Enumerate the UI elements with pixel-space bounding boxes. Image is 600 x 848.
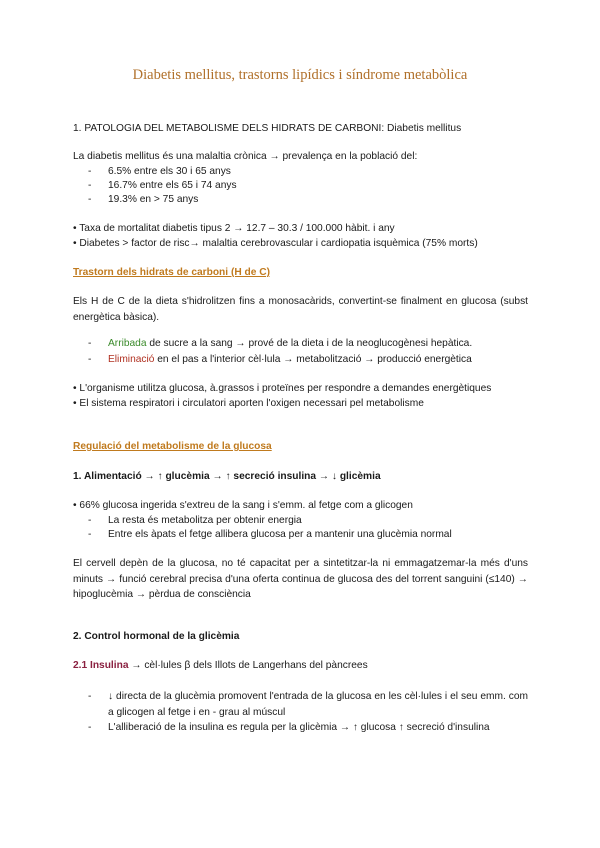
mortality-bullet: • Taxa de mortalitat diabetis tipus 2 → 12.7 – 30.3 / 100.000 hàbit. i any (73, 223, 395, 234)
arribada-label: Arribada (108, 338, 147, 349)
regulacio-subitem: - La resta és metabolitza per obtenir energia (88, 515, 302, 526)
cervell-paragraph: El cervell depèn de la glucosa, no té capacitat per a sintetitzar-la ni emmagatzemar-la més d'uns minuts → funció cerebral precisa d'una oferta continua de glucosa des del torrent sanguini (≤140) → hipoglucèmia → pèrdua de consciència (73, 558, 528, 600)
regulacio-heading: Regulació del metabolisme de la glucosa (73, 441, 272, 452)
trastorn-heading: Trastorn dels hidrats de carboni (H de C) (73, 267, 270, 278)
glucosa-bullet: • 66% glucosa ingerida s'extreu de la sang i s'emm. al fetge com a glicogen (73, 500, 413, 511)
risk-bullet: • Diabetes > factor de risc→ malaltia cerebrovascular i cardiopatia isquèmica (75% morts) (73, 238, 478, 249)
control-heading: 2. Control hormonal de la glicèmia (73, 631, 240, 642)
regulacio-subitem: - Entre els àpats el fetge allibera glucosa per a mantenir una glucèmia normal (88, 529, 452, 540)
organisme-bullet: • L'organisme utilitza glucosa, à.grassos i proteïnes per respondre a demandes energètiques (73, 383, 492, 394)
section1-heading: 1. PATOLOGIA DEL METABOLISME DELS HIDRATS DE CARBONI: Diabetis mellitus (73, 123, 462, 134)
alimentacio-line: 1. Alimentació → ↑ glucèmia → ↑ secreció insulina → ↓ glicèmia (73, 471, 381, 482)
insulina-item: ↓ directa de la glucèmia promovent l'entrada de la glucosa en les cèl·lules i el seu emm. com a glicogen al fetge i en - grau al múscul (108, 691, 528, 718)
eliminacio-item: - Eliminació en el pas a l'interior cèl·lula → metabolització → producció energètica (88, 354, 472, 365)
section1-intro: La diabetis mellitus és una malaltia crònica → prevalença en la població del: (73, 151, 418, 162)
arribada-item: - Arribada de sucre a la sang → prové de la dieta i de la neoglucogènesi hepàtica. (88, 338, 473, 349)
prevalence-item: - 16.7% entre els 65 i 74 anys (88, 180, 237, 191)
insulina-item: L'alliberació de la insulina es regula per la glicèmia → ↑ glucosa ↑ secreció d'insulina (108, 722, 490, 733)
insulina-line: 2.1 Insulina → cèl·lules β dels Illots de Langerhans del pàncrees (73, 660, 368, 671)
insulina-item-dash: - (88, 691, 92, 702)
eliminacio-label: Eliminació (108, 354, 155, 365)
prevalence-item: - 19.3% en > 75 anys (88, 194, 199, 205)
insulina-label: 2.1 Insulina (73, 660, 129, 671)
document-title: Diabetis mellitus, trastorns lipídics i síndrome metabòlica (132, 67, 468, 83)
sistema-bullet: • El sistema respiratori i circulatori aporten l'oxigen necessari pel metabolisme (73, 398, 424, 409)
prevalence-item: - 6.5% entre els 30 i 65 anys (88, 166, 231, 177)
trastorn-paragraph: Els H de C de la dieta s'hidrolitzen fins a monosacàrids, convertint-se finalment en glucosa (subst energètica bàsica). (73, 296, 528, 323)
insulina-item-dash: - (88, 722, 92, 733)
